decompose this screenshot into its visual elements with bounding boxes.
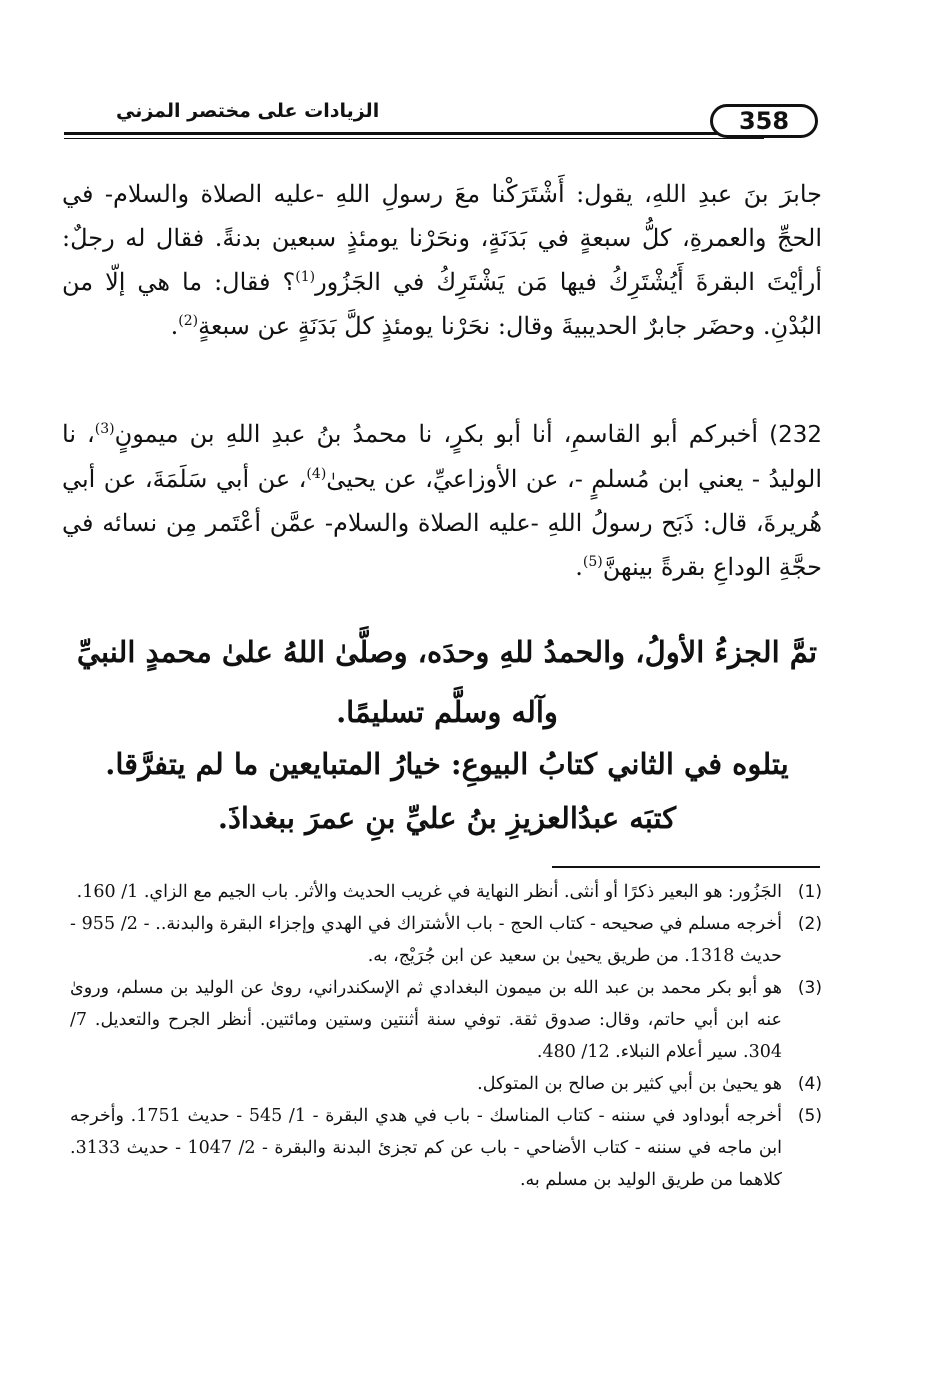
running-title: الزيادات على مختصر المزني	[116, 100, 380, 122]
paragraph-2-text-d: .	[575, 553, 583, 581]
paragraph-1-text: جابرَ بنَ عبدِ اللهِ، يقول: أَشْتَرَكْنا معَ رسولِ اللهِ -عليه الصلاة والسلام- في الحجِّ والعمرةِ، كلُّ سبعةٍ في بَدَنَةٍ، ونحَرْنا يومئذٍ سبعين بدنةً. فقال له رجلٌ: أرأيْتَ البقرةَ أَيُشْتَرِكُ فيها مَن يَشْتَرِكُ في الجَزُور	[62, 180, 823, 296]
paragraph-2	[62, 412, 822, 589]
footnote-number: (4)	[797, 1074, 822, 1094]
paragraph-2-text-b: ، نا الوليدُ - يعني ابن مُسلمٍ -، عن الأوزاعيِّ، عن يحيىٰ	[62, 420, 822, 493]
footnote-5	[70, 1100, 822, 1196]
footnote-text: هو أبو بكر محمد بن عبد الله بن ميمون البغدادي ثم الإسكندراني، روىٰ عن الوليد بن مسلم، وروىٰ عنه ابن أبي حاتم، وقال: صدوق ثقة. توفي سنة أثنتين وستين ومائتين. أنظر الجرح والتعديل. 7/ 304. سير أعلام النبلاء. 12/ 480.	[70, 978, 782, 1062]
paragraph-2-text-c: ، عن أبي سَلَمَةَ، عن أبي هُريرةَ، قال: ذَبَح رسولُ اللهِ -عليه الصلاة والسلام- عمَّن أعْتَمر مِن نسائه في حجَّةِ الوداعِ بقرةً بينهنَّ	[62, 465, 822, 581]
footnote-number: (2)	[797, 914, 822, 934]
page-number-badge	[710, 104, 818, 138]
closing-line-1: تمَّ الجزءُ الأولُ، والحمدُ للهِ وحدَه، وصلَّىٰ اللهُ علىٰ محمدٍ النبيِّ وآله وسلَّم تسليمًا.	[76, 635, 818, 729]
footnote-2	[70, 908, 822, 972]
footnote-number: (5)	[797, 1106, 822, 1126]
footnote-ref-2[interactable]: (2)	[178, 313, 199, 329]
footnote-ref-4[interactable]: (4)	[306, 466, 327, 482]
paragraph-1-text-c: .	[170, 312, 179, 340]
closing-line-2: يتلوه في الثاني كتابُ البيوعِ: خيارُ المتبايعين ما لم يتفرَّقا.	[105, 747, 789, 781]
hadith-number: 232)	[769, 422, 822, 448]
footnote-ref-1[interactable]: (1)	[295, 269, 316, 285]
closing-line-3: كتبَه عبدُالعزيزِ بنُ عليِّ بنِ عمرَ ببغداذَ.	[217, 801, 677, 835]
footnote-3	[70, 972, 822, 1068]
footnote-text: هو يحيىٰ بن أبي كثير بن صالح بن المتوكل.	[477, 1074, 782, 1094]
footnote-text: الجَزُور: هو البعير ذكرًا أو أنثى. أنظر النهاية في غريب الحديث والأثر. باب الجيم مع الزاي. 1/ 160.	[76, 882, 782, 902]
footnote-number: (1)	[797, 882, 822, 902]
paragraph-1	[62, 172, 822, 348]
footnote-ref-3[interactable]: (3)	[94, 421, 115, 437]
footnotes	[70, 876, 822, 1196]
page-number: 358	[738, 107, 790, 135]
footnote-4	[70, 1068, 822, 1100]
paragraph-2-text: أخبركم أبو القاسمِ، أنا أبو بكرٍ، نا محمدُ بنُ عبدِ اللهِ بن ميمونٍ	[114, 420, 770, 448]
footnote-number: (3)	[797, 978, 822, 998]
header-rule	[64, 132, 764, 135]
footnote-1	[70, 876, 822, 908]
footnote-separator	[552, 866, 820, 868]
header-rule-thin	[64, 138, 764, 139]
paragraph-1-text-b: ؟ فقال: ما هي إلّا من البُدْنِ. وحضَر جابرٌ الحديبيةَ وقال: نحَرْنا يومئذٍ كلَّ بَدَنَةٍ عن سبعةٍ	[62, 268, 822, 340]
footnote-text: أخرجه مسلم في صحيحه - كتاب الحج - باب الأشتراك في الهدي وإجزاء البقرة والبدنة.. - 2/ 955 - حديث 1318. من طريق يحيىٰ بن سعيد عن ابن جُرَيْج، به.	[70, 914, 782, 966]
page-header	[64, 100, 820, 140]
footnote-ref-5[interactable]: (5)	[582, 554, 603, 570]
footnote-text: أخرجه أبوداود في سننه - كتاب المناسك - باب في هدي البقرة - 1/ 545 - حديث 1751. وأخرجه ابن ماجه في سننه - كتاب الأضاحي - باب عن كم تجزئ البدنة والبقرة - 2/ 1047 - حديث 3133. كلاهما من طريق الوليد بن مسلم به.	[70, 1106, 782, 1190]
